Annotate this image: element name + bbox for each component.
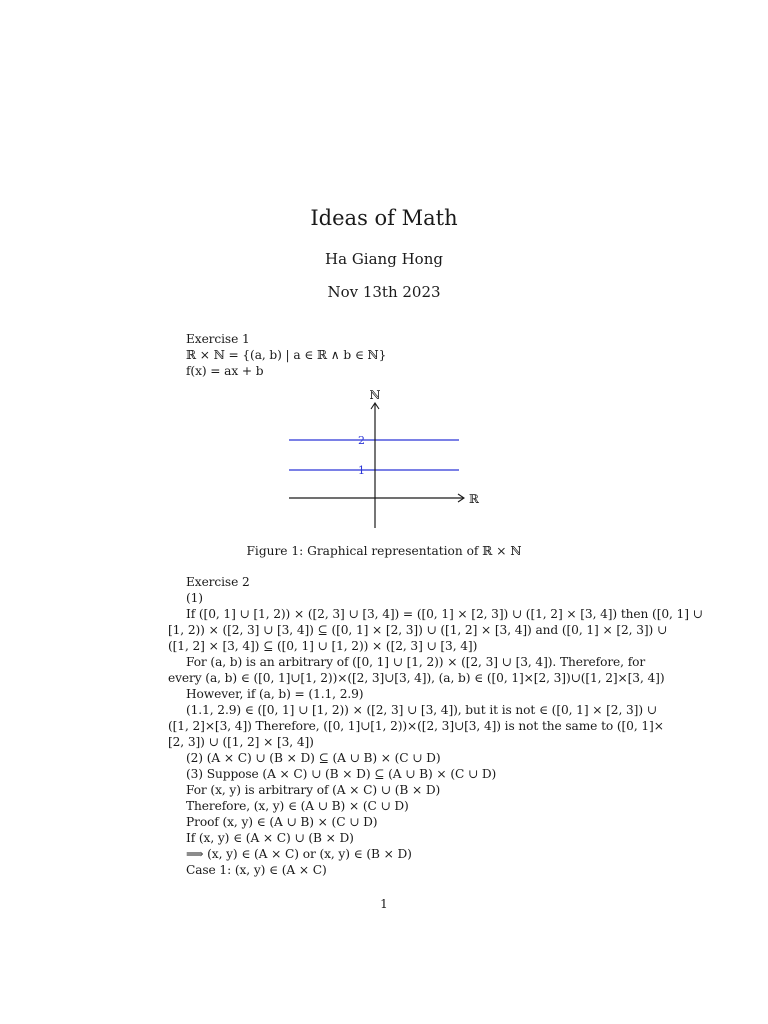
text-line: [2, 3]) ∪ ([1, 2] × [3, 4]) — [168, 735, 314, 749]
line-label-1: 1 — [358, 464, 365, 477]
text-line: [1, 2)) × ([2, 3] ∪ [3, 4]) ⊆ ([0, 1] × [2, 3]) ∪ ([1, 2] × [3, 4]) and ([0, 1] × [2, 3]) ∪ — [168, 623, 668, 637]
graph-svg — [286, 388, 486, 530]
document-author: Ha Giang Hong — [325, 250, 443, 268]
text-line: Case 1: (x, y) ∈ (A × C) — [186, 863, 327, 877]
text-line: ([1, 2]×[3, 4]) Therefore, ([0, 1]∪[1, 2))×([2, 3]∪[3, 4]) is not the same to ([0, 1]× — [168, 719, 664, 733]
text-line: Therefore, (x, y) ∈ (A ∪ B) × (C ∪ D) — [186, 799, 409, 813]
text-line: If ([0, 1] ∪ [1, 2)) × ([2, 3] ∪ [3, 4]) = ([0, 1] × [2, 3]) ∪ ([1, 2] × [3, 4]) then ([0, 1] ∪ — [186, 607, 703, 621]
text-line: For (x, y) is arbitrary of (A × C) ∪ (B × D) — [186, 783, 441, 797]
function-definition: f(x) = ax + b — [186, 364, 264, 378]
figure-caption: Figure 1: Graphical representation of ℝ × ℕ — [246, 544, 522, 558]
text-line: (1) — [186, 591, 203, 605]
text-line: every (a, b) ∈ ([0, 1]∪[1, 2))×([2, 3]∪[3, 4]), (a, b) ∈ ([0, 1]×[2, 3])∪([1, 2]×[3, 4]) — [168, 671, 665, 685]
y-axis-label: ℕ — [369, 388, 381, 402]
text-line: If (x, y) ∈ (A × C) ∪ (B × D) — [186, 831, 354, 845]
text-line: (2) (A × C) ∪ (B × D) ⊆ (A ∪ B) × (C ∪ D) — [186, 751, 441, 765]
text-line: ([1, 2] × [3, 4]) ⊆ ([0, 1] ∪ [1, 2)) × ([2, 3] ∪ [3, 4]) — [168, 639, 478, 653]
exercise-2-heading: Exercise 2 — [186, 575, 250, 589]
graph-figure — [286, 388, 486, 530]
text-line: (3) Suppose (A × C) ∪ (B × D) ⊆ (A ∪ B) × (C ∪ D) — [186, 767, 497, 781]
text-line: However, if (a, b) = (1.1, 2.9) — [186, 687, 364, 701]
exercise-1-heading: Exercise 1 — [186, 332, 250, 346]
document-date: Nov 13th 2023 — [327, 283, 441, 301]
page-number: 1 — [380, 897, 388, 911]
document-title: Ideas of Math — [310, 206, 458, 230]
text-line: Proof (x, y) ∈ (A ∪ B) × (C ∪ D) — [186, 815, 378, 829]
text-line: (1.1, 2.9) ∈ ([0, 1] ∪ [1, 2)) × ([2, 3] ∪ [3, 4]), but it is not ∈ ([0, 1] × [2, 3]) ∪ — [186, 703, 657, 717]
text-line: For (a, b) is an arbitrary of ([0, 1] ∪ [1, 2)) × ([2, 3] ∪ [3, 4]). Therefore, for — [186, 655, 646, 669]
x-axis-label: ℝ — [469, 492, 479, 506]
line-label-2: 2 — [358, 434, 365, 447]
text-line: ⟹ (x, y) ∈ (A × C) or (x, y) ∈ (B × D) — [186, 847, 412, 861]
set-definition: ℝ × ℕ = {(a, b) | a ∈ ℝ ∧ b ∈ ℕ} — [186, 348, 387, 362]
